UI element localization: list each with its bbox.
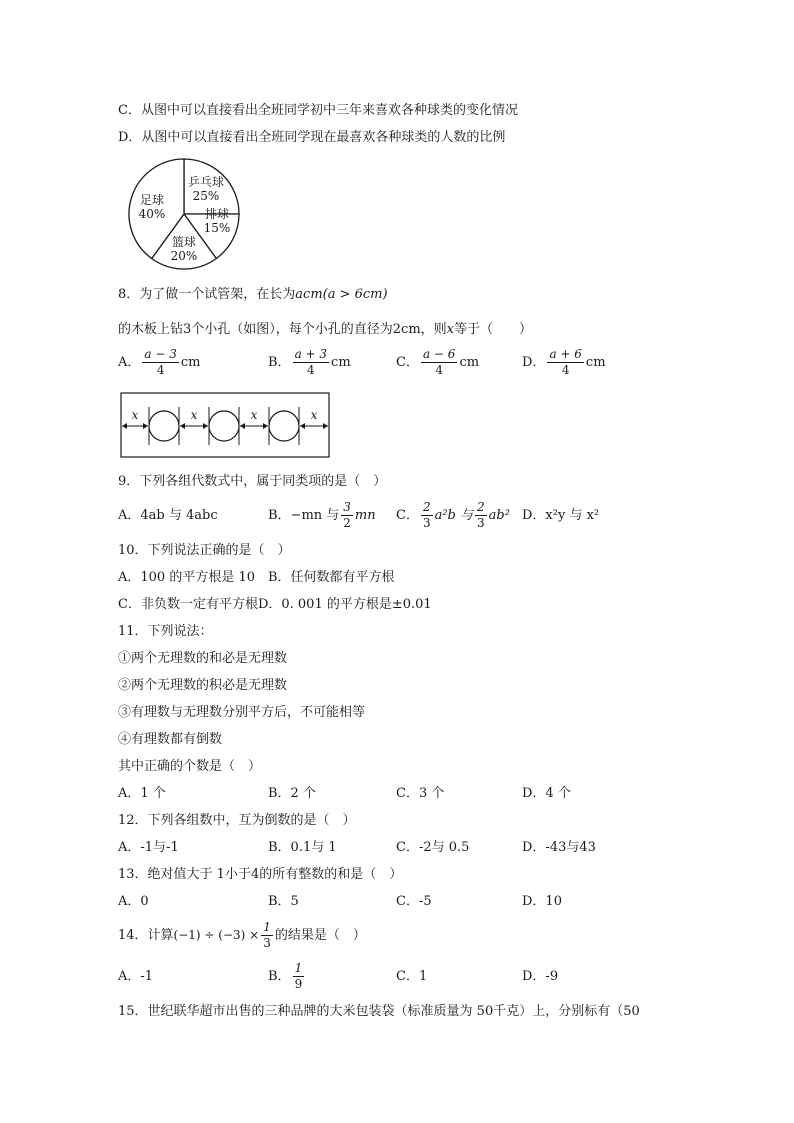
- q8-option-c: C． $\frac{a - 6}{4}$ cm: [396, 347, 480, 377]
- pie-slice-label: 足球: [139, 193, 165, 207]
- q11-item-4: ④有理数都有倒数: [118, 732, 223, 747]
- q14-option-c: C．1: [396, 969, 428, 984]
- q12-stem: 12．下列各组数中，互为倒数的是（ ）: [118, 813, 356, 828]
- q12-option-b: B．0.1与 1: [268, 840, 337, 855]
- q9-option-a: A．4ab 与 4abc: [118, 508, 218, 523]
- board-hole: [149, 411, 179, 441]
- board-hole: [209, 411, 239, 441]
- q8-option-b: B． $\frac{a + 3}{4}$ cm: [268, 347, 351, 377]
- q10-stem: 10．下列说法正确的是（ ）: [118, 543, 291, 558]
- gap-label-x: x: [190, 408, 198, 422]
- q10-options-cd: C．非负数一定有平方根D．0. 001 的平方根是±0.01: [118, 597, 432, 612]
- q11-item-3: ③有理数与无理数分别平方后，不可能相等: [118, 705, 366, 720]
- pie-slice-percent: 20%: [170, 249, 198, 263]
- q11-option-c: C．3 个: [396, 786, 445, 801]
- q9-option-c: C． $\frac{2}{3}$ a²b 与 $\frac{2}{3}$ ab²: [396, 500, 510, 530]
- q12-option-a: A．-1与-1: [118, 840, 179, 855]
- q8-option-a: A． $\frac{a - 3}{4}$ cm: [118, 347, 201, 377]
- pie-chart: [125, 155, 243, 273]
- q9-stem: 9．下列各组代数式中，属于同类项的是（ ）: [118, 474, 387, 489]
- q11-item-1: ①两个无理数的和必是无理数: [118, 651, 288, 666]
- pie-slice-label: 篮球: [171, 235, 197, 249]
- pie-slice-percent: 15%: [203, 221, 231, 235]
- q11-stem: 11．下列说法：: [118, 624, 213, 639]
- q11-option-a: A．1 个: [118, 786, 166, 801]
- q14-option-a: A．-1: [118, 969, 154, 984]
- q10-options-ab: A．100 的平方根是 10 B．任何数都有平方根: [118, 570, 395, 585]
- gap-label-x: x: [310, 408, 318, 422]
- gap-label-x: x: [131, 408, 139, 422]
- q12-option-c: C．-2与 0.5: [396, 840, 470, 855]
- q13-option-d: D．10: [522, 894, 562, 909]
- q12-option-d: D．-43与43: [522, 840, 596, 855]
- gap-label-x: x: [250, 408, 258, 422]
- q11-question: 其中正确的个数是（ ）: [118, 759, 262, 774]
- q11-item-2: ②两个无理数的积必是无理数: [118, 678, 288, 693]
- pie-slice-percent: 25%: [192, 189, 220, 203]
- q14-option-d: D．-9: [522, 969, 559, 984]
- board-holes: [149, 407, 299, 445]
- q13-stem: 13．绝对值大于 1小于4的所有整数的和是（ ）: [118, 867, 403, 882]
- q8-stem-line1: 8．为了做一个试管架，在长为acm(a > 6cm): [118, 287, 388, 302]
- q15-stem: 15．世纪联华超市出售的三种品牌的大米包装袋（标准质量为 50千克）上，分别标有（50: [118, 1004, 640, 1019]
- q11-option-b: B．2 个: [268, 786, 316, 801]
- pie-slice-label: 乒乓球: [187, 175, 225, 189]
- q13-option-b: B．5: [268, 894, 299, 909]
- q11-option-d: D．4 个: [522, 786, 571, 801]
- q9-option-b: B．−mn 与 $\frac{3}{2}$ mn: [268, 500, 376, 530]
- q8-stem-line2: 的木板上钻3个小孔（如图），每个小孔的直径为2cm，则x等于（ ）: [118, 322, 533, 337]
- q14-option-b: B． $\frac{1}{9}$: [268, 961, 303, 991]
- q8-option-d: D． $\frac{a + 6}{4}$ cm: [522, 347, 606, 377]
- q7-option-c: C．从图中可以直接看出全班同学初中三年来喜欢各种球类的变化情况: [118, 103, 518, 118]
- q9-option-d: D．x²y 与 x²: [522, 508, 600, 523]
- q13-option-c: C．-5: [396, 894, 432, 909]
- pie-slice-label: 排球: [204, 207, 230, 221]
- q13-option-a: A．0: [118, 894, 149, 909]
- q7-option-d: D．从图中可以直接看出全班同学现在最喜欢各种球类的人数的比例: [118, 130, 506, 145]
- pie-slice-percent: 40%: [138, 207, 166, 221]
- board-hole: [269, 411, 299, 441]
- q8-expr: acm(a > 6cm): [295, 287, 388, 302]
- wooden-board-figure: [120, 392, 332, 460]
- q14-stem: 14．计算(−1) ÷ (−3) × $\frac{1}{3}$ 的结果是（ ）: [118, 920, 366, 950]
